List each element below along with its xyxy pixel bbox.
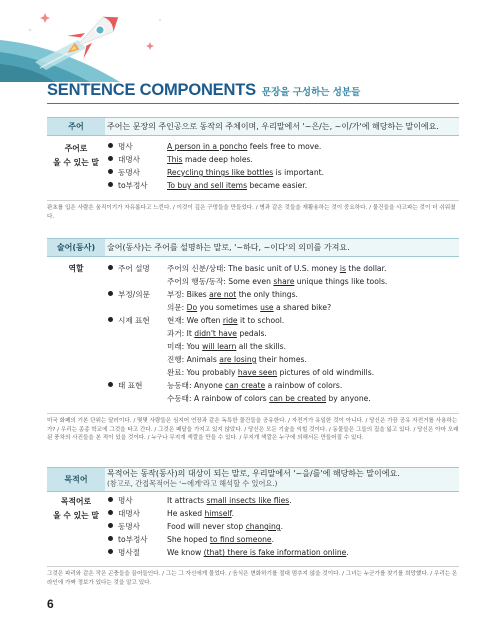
text: 주어의 행동/동작: Some even [167, 277, 274, 286]
bullet-icon [108, 497, 113, 502]
bullet-icon [108, 143, 113, 148]
example-sentence [167, 327, 267, 341]
text: the only things. [236, 290, 298, 299]
list-item-category [108, 140, 133, 154]
list-item-category [108, 262, 150, 276]
section-description [107, 469, 400, 489]
label-line: 올 수 있는 말 [53, 158, 99, 167]
underlined-text: changing [245, 522, 281, 531]
category-label: 태 표현 [118, 381, 143, 390]
text: It attracts [167, 496, 207, 505]
hero-illustration [0, 0, 500, 82]
underlined-text: use [260, 303, 274, 312]
bullet-icon [108, 510, 113, 515]
bullet-icon [108, 156, 113, 161]
category-label: 부정/의문 [118, 290, 150, 299]
example-sentence [167, 288, 298, 302]
underlined-text: (that) there is fake information online [203, 548, 347, 557]
text: 현재: We often [167, 316, 223, 325]
underlined-text: is [339, 264, 346, 273]
bullet-icon [108, 291, 113, 296]
text: pedals. [236, 329, 267, 338]
page-title [47, 81, 360, 100]
text: made deep holes. [182, 155, 253, 164]
text: 과거: It [167, 329, 195, 338]
example-sentence [167, 379, 342, 393]
text: became easier. [247, 181, 308, 190]
category-label: 명사 [118, 496, 133, 505]
list-item-category [108, 166, 140, 180]
category-label: 대명사 [118, 155, 141, 164]
category-label: 동명사 [118, 168, 141, 177]
text: 완료: You probably [167, 368, 238, 377]
bullet-icon [108, 536, 113, 541]
example-sentence [167, 275, 387, 289]
example-sentence [167, 520, 283, 534]
example-sentence [167, 392, 371, 406]
list-item-category [108, 507, 140, 521]
underlined-text: are not [209, 290, 237, 299]
section-subject [47, 117, 459, 136]
category-label: 명사절 [118, 548, 141, 557]
example-sentence [167, 546, 349, 560]
label-line: 주어로 [64, 144, 88, 153]
list-item-category [108, 179, 148, 193]
subject-label [47, 142, 105, 170]
underlined-text: have seen [237, 368, 278, 377]
text: is important. [273, 168, 325, 177]
object-label [47, 495, 105, 523]
section-description: 주어는 문장의 주인공으로 동작의 주체이며, 우리말에서 '~은/는, ~이/가'에 해당하는 말이에요. [107, 122, 439, 131]
text: a rainbow of colors. [265, 381, 343, 390]
underlined-text: small insects like flies [206, 496, 290, 505]
text: their homes. [256, 355, 307, 364]
text: . [280, 522, 284, 531]
underlined-text: Recycling things like bottles [167, 168, 274, 177]
example-sentence [167, 314, 284, 328]
section-tag: 술어(동사) [47, 239, 105, 256]
underlined-text: to find someone [209, 535, 272, 544]
underlined-text: A person in a poncho [167, 142, 248, 151]
category-label: to부정사 [118, 535, 148, 544]
text: a shared bike? [273, 303, 332, 312]
title-english: SENTENCE COMPONENTS [47, 81, 256, 99]
text: . [346, 548, 349, 557]
category-label: 주어 설명 [118, 264, 150, 273]
bullet-icon [108, 265, 113, 270]
text: 진행: Animals [167, 355, 220, 364]
bullet-icon [108, 169, 113, 174]
page-number: 6 [47, 597, 54, 611]
list-item-category [108, 314, 150, 328]
translation-note: 그것은 파리와 같은 작은 곤충들을 끌어들인다. / 그는 그 자신에게 물었다. / 음식은 변화하기를 절대 멈추지 않을 것이다. / 그녀는 누군가를 찾기를 희망했다. / 우리는 온라인에 가짜 정보가 있다는 것을 알고 있다. [47, 566, 459, 587]
underlined-text: are losing [219, 355, 257, 364]
text: 능동태: Anyone [167, 381, 226, 390]
category-label: 명사 [118, 142, 133, 151]
bullet-icon [108, 382, 113, 387]
underlined-text: This [167, 155, 183, 164]
underlined-text: can be created [269, 394, 327, 403]
translation-note: 미국 화폐의 기본 단위는 달러이다. / 몇몇 사람들은 심지어 연장과 같은 독특한 물건들을 공유한다. / 자전거가 유일한 것이 아니다. / 당신은 가끔 공유 자전거를 사용하는가? / 우리는 종종 학교에 그것을 타고 간다. / 그것은 페달을 가지고 있지 않았다. / 당신은 모든 기술을 익힐 것이다. / 동물들은 그들의 집을 잃고 있다. / 당신은 아마 오래된 풍차의 사진들을 본 적이 있을 것이다. / 누구나 무지개 색깔을 만들 수 있다. / 무지개 색깔은 누구에 의해서든 만들어질 수 있다. [47, 413, 459, 443]
text: the dollar. [345, 264, 387, 273]
text: 의문: [167, 303, 187, 312]
text: . [271, 535, 274, 544]
text: . [289, 496, 292, 505]
underlined-text: himself [204, 509, 232, 518]
section-object [47, 467, 459, 492]
text: feels free to move. [247, 142, 322, 151]
text: all the skills. [236, 342, 286, 351]
example-sentence [167, 301, 331, 315]
example-sentence [167, 262, 386, 276]
translation-note: 판초를 입은 사람은 움직이기가 자유롭다고 느낀다. / 이것이 깊은 구멍들을 만들었다. / 병과 같은 것들을 재활용하는 것이 중요하다. / 물건들을 사고파는 것이 더 쉬워졌다. [47, 200, 459, 221]
title-divider [47, 103, 459, 104]
text: by anyone. [326, 394, 371, 403]
list-item-category [108, 153, 140, 167]
list-item-category [108, 379, 142, 393]
description-main: 목적어는 동작(동사)의 대상이 되는 말로, 우리말에서 '~을/를'에 해당하는 말이에요. [107, 469, 400, 478]
bullet-icon [108, 182, 113, 187]
example-sentence [167, 140, 321, 154]
text: . [231, 509, 235, 518]
bullet-icon [108, 523, 113, 528]
list-item-category [108, 546, 140, 560]
category-label: 동명사 [118, 522, 141, 531]
list-item-category [108, 288, 150, 302]
list-item-category [108, 533, 148, 547]
text: She hoped [167, 535, 210, 544]
label-line: 목적어로 [60, 497, 92, 506]
list-item-category [108, 520, 140, 534]
text: pictures of old windmills. [277, 368, 375, 377]
title-korean: 문장을 구성하는 성분들 [261, 87, 361, 98]
underlined-text: can create [225, 381, 266, 390]
text: 미래: You [167, 342, 203, 351]
section-tag: 주어 [47, 118, 105, 135]
description-sub: (참고로, 간접목적어는 '~에게'라고 해석할 수 있어요.) [107, 479, 278, 488]
label-line: 올 수 있는 말 [53, 511, 99, 520]
example-sentence [167, 353, 307, 367]
category-label: 대명사 [118, 509, 141, 518]
example-sentence [167, 179, 307, 193]
text: Food will never stop [167, 522, 246, 531]
text: unique things like tools. [294, 277, 388, 286]
section-header [47, 238, 459, 257]
section-predicate [47, 238, 459, 257]
category-label: to부정사 [118, 181, 148, 190]
underlined-text: will learn [202, 342, 237, 351]
example-sentence [167, 507, 234, 521]
example-sentence [167, 153, 253, 167]
example-sentence [167, 166, 324, 180]
underlined-text: To buy and sell items [167, 181, 248, 190]
underlined-text: ride [222, 316, 238, 325]
section-tag: 목적어 [47, 468, 105, 491]
section-header [47, 467, 459, 492]
example-sentence [167, 340, 286, 354]
bullet-icon [108, 317, 113, 322]
category-label: 시제 표현 [118, 316, 150, 325]
predicate-label: 역할 [68, 264, 84, 273]
example-sentence [167, 366, 374, 380]
underlined-text: share [273, 277, 295, 286]
text: We know [167, 548, 204, 557]
section-header [47, 117, 459, 136]
rocket-icon [0, 0, 500, 82]
bullet-icon [108, 549, 113, 554]
example-sentence [167, 533, 274, 547]
text: 주어의 신분/상태: The basic unit of U.S. money [167, 264, 340, 273]
text: it to school. [237, 316, 285, 325]
text: 부정: Bikes [167, 290, 210, 299]
underlined-text: Do [186, 303, 198, 312]
text: 수동태: A rainbow of colors [167, 394, 270, 403]
example-sentence [167, 494, 292, 508]
underlined-text: didn't have [194, 329, 237, 338]
list-item-category [108, 494, 133, 508]
section-description: 술어(동사)는 주어를 설명하는 말로, '~하다, ~이다'의 의미를 가져요. [107, 243, 350, 252]
text: He asked [167, 509, 205, 518]
text: you sometimes [197, 303, 261, 312]
